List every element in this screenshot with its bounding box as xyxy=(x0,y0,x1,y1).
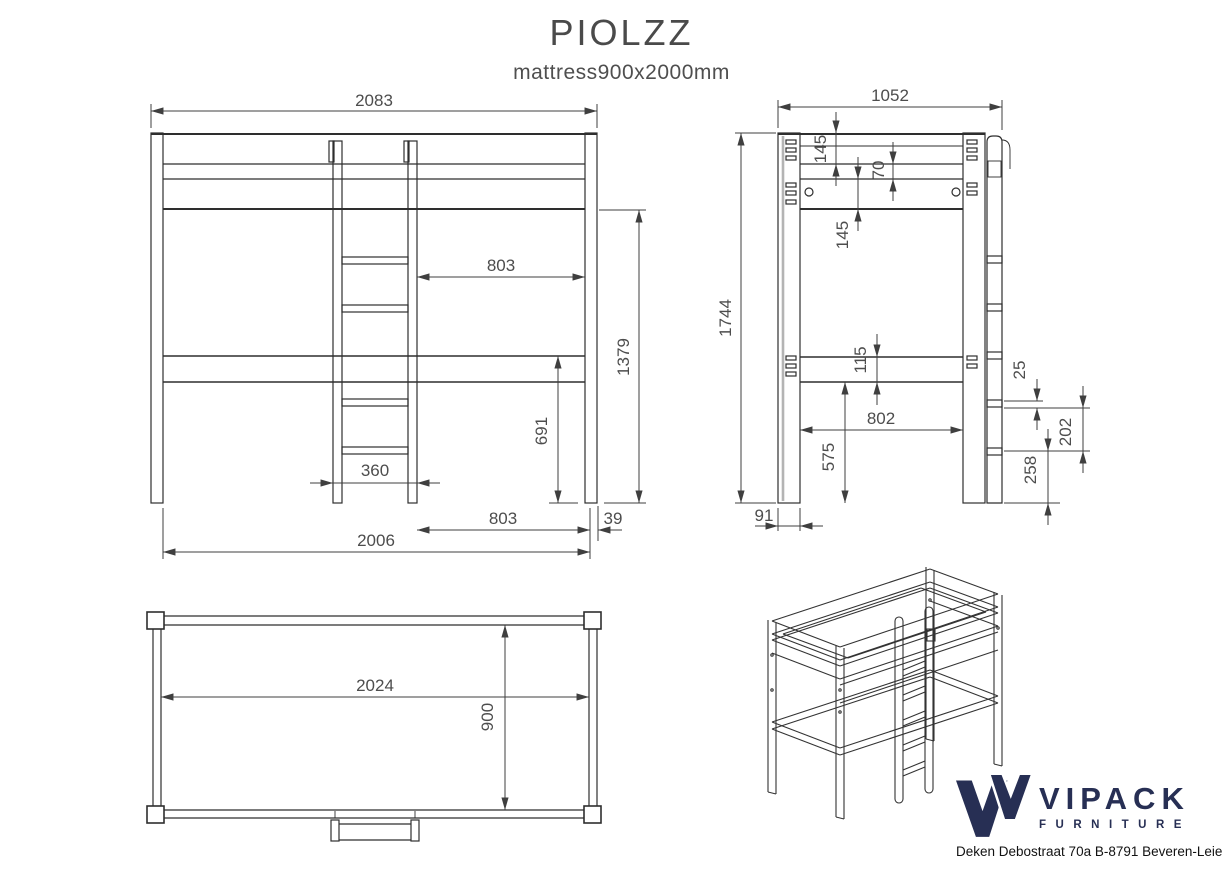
brand-address: Deken Debostraat 70a B-8791 Beveren-Leie xyxy=(956,844,1223,859)
dim-post-depth xyxy=(755,506,823,531)
ladder-hook-bracket xyxy=(1002,140,1010,169)
dim-rail-gap xyxy=(869,142,893,201)
dim-post-offset xyxy=(598,506,622,541)
front-right-post xyxy=(585,133,597,503)
top-bed-structure xyxy=(147,612,601,841)
corner-post xyxy=(584,612,601,629)
dim-bottom-rung-height xyxy=(1004,429,1060,525)
top-ladder xyxy=(331,811,419,841)
front-ladder xyxy=(329,141,417,503)
brand-tagline: FURNITURE xyxy=(1039,819,1191,831)
dim-label: 258 xyxy=(1021,455,1040,485)
front-bed-structure xyxy=(151,133,597,503)
top-dimensions xyxy=(161,625,589,810)
rung-side xyxy=(987,352,1002,359)
side-right-post xyxy=(963,133,985,503)
ladder-rung xyxy=(342,305,408,312)
vipack-logo-icon xyxy=(956,772,1034,842)
dim-label: 115 xyxy=(851,346,870,374)
corner-post xyxy=(147,806,164,823)
front-view-drawing xyxy=(130,80,660,575)
dim-underdesk-height xyxy=(532,356,578,503)
persp-dowel-marks xyxy=(771,599,999,713)
side-view-drawing xyxy=(716,80,1110,575)
dim-desk-underside-height xyxy=(819,382,845,503)
ladder-stile-left xyxy=(333,141,342,503)
dim-rung-spacing xyxy=(1004,386,1090,473)
product-title: PIOLZZ xyxy=(549,12,694,53)
front-dimensions xyxy=(151,91,646,559)
dim-inner-width xyxy=(478,625,505,810)
dim-label: 91 xyxy=(754,506,774,525)
ladder-stile-top xyxy=(331,820,339,841)
ladder-rung xyxy=(342,257,408,264)
ladder-rung xyxy=(342,447,408,454)
side-dimensions xyxy=(716,86,1090,531)
dim-ladder-width xyxy=(310,461,440,483)
side-ladder xyxy=(987,136,1010,503)
brand-name: VIPACK xyxy=(1039,781,1190,816)
top-view-drawing xyxy=(130,590,655,875)
rung-side xyxy=(987,400,1002,407)
dim-label: 70 xyxy=(869,160,888,180)
ladder-stile-top xyxy=(411,820,419,841)
dim-label: 803 xyxy=(486,256,516,275)
dim-label: 145 xyxy=(811,134,830,164)
dim-bed-to-post-span xyxy=(417,256,585,277)
rung-side xyxy=(987,448,1002,455)
side-bed-structure xyxy=(778,133,1010,503)
dim-floor-right-span xyxy=(417,508,590,559)
front-left-post xyxy=(151,133,163,503)
dim-label: 2083 xyxy=(355,91,393,110)
corner-post xyxy=(584,806,601,823)
dim-label: 575 xyxy=(819,442,838,472)
dim-overall-height xyxy=(716,133,776,503)
dim-label: 802 xyxy=(866,409,896,428)
dim-lower-rail-height xyxy=(833,157,858,249)
mattress-size-subtitle: mattress900x2000mm xyxy=(513,61,730,84)
dim-label: 39 xyxy=(603,509,623,528)
ladder-stile-right xyxy=(408,141,417,503)
dim-underbed-height xyxy=(599,210,646,503)
brand-text-block xyxy=(1039,772,1191,831)
corner-post xyxy=(147,612,164,629)
dim-inner-length xyxy=(161,676,589,697)
rung-side xyxy=(987,304,1002,311)
ladder-hook-plate xyxy=(988,161,1001,177)
persp-lower-rails xyxy=(772,670,998,755)
dim-label: 1379 xyxy=(614,338,633,376)
side-left-post xyxy=(778,133,800,503)
persp-bed-deck xyxy=(783,588,986,658)
brand-footer xyxy=(956,772,1223,859)
dim-label: 803 xyxy=(488,509,518,528)
dim-label: 25 xyxy=(1010,360,1029,380)
dim-overall-width-bottom xyxy=(163,508,590,559)
dim-label: 2006 xyxy=(357,531,395,550)
dim-inner-depth xyxy=(800,409,963,430)
rung-side xyxy=(987,256,1002,263)
dim-top-rail-height xyxy=(811,112,836,186)
dim-label: 202 xyxy=(1056,417,1075,447)
dim-label: 691 xyxy=(532,416,551,446)
dim-label: 145 xyxy=(833,220,852,250)
dim-label: 360 xyxy=(360,461,390,480)
ladder-rung xyxy=(342,399,408,406)
dim-overall-width-top xyxy=(151,91,597,128)
dim-desk-rail-height xyxy=(851,334,877,405)
dim-label: 1744 xyxy=(716,299,735,337)
title-block xyxy=(10,12,1223,85)
dim-rung-thickness xyxy=(1004,361,1090,430)
logo-row xyxy=(956,772,1220,842)
dim-overall-depth xyxy=(778,86,1002,130)
dim-label: 1052 xyxy=(871,86,909,105)
dim-label: 900 xyxy=(478,702,497,732)
dim-label: 2024 xyxy=(356,676,394,695)
